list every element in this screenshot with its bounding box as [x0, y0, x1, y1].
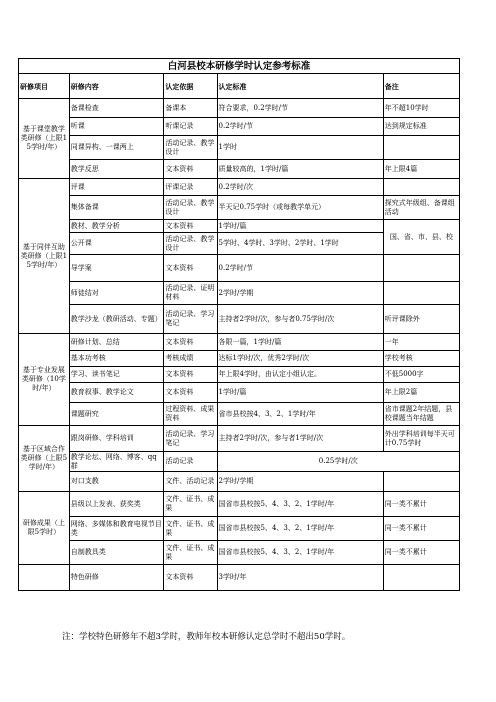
row-content: 网络、多媒体和教育电视节目类: [69, 517, 164, 541]
row-standard: 1学时: [217, 136, 383, 160]
row-content: 教材、教学分析: [69, 220, 164, 233]
row-content: 学习、读书笔记: [69, 367, 164, 383]
row-basis: 文件、证书、成果: [164, 517, 217, 541]
row-content: 听课: [69, 118, 164, 136]
row-basis: 文本资料: [164, 367, 217, 383]
footnote: 注：学校特色研修年不超3学时，教师年校本研修认定总学时不超出50学时。: [62, 632, 351, 642]
row-content: 对口支教: [69, 472, 164, 492]
row-standard: 0.2学时/次: [217, 179, 383, 196]
row-standard: 3学时/年: [217, 565, 383, 591]
category-special: [19, 565, 70, 591]
row-basis: 文本资料: [164, 565, 217, 591]
row-content: 教学反思: [69, 160, 164, 179]
row-basis: 考核成绩: [164, 351, 217, 367]
row-content: 基本功考核: [69, 351, 164, 367]
row-standard: 0.2学时/节: [217, 255, 383, 282]
row-content: 师徒结对: [69, 282, 164, 305]
row-standard: 各限一篇，1学时/篇: [217, 334, 383, 351]
row-basis: 备课本: [164, 99, 217, 118]
row-remark: 外出学科培训每半天可计0.75学时: [383, 426, 459, 452]
row-content: 备课检查: [69, 99, 164, 118]
row-content: 教育叙事、教学论文: [69, 383, 164, 403]
category-outcomes: 研修成果（上限5学时）: [19, 492, 70, 565]
category-peer: 基于同伴互助类研修（上限15学时/年）: [19, 179, 70, 334]
row-remark: [383, 282, 459, 305]
row-basis: 文件、活动记录: [164, 472, 217, 492]
row-remark: 年上限4篇: [383, 160, 459, 179]
category-classroom: 基于课堂教学类研修（上限15学时/年）: [19, 99, 70, 179]
row-basis: 活动记录、教学设计: [164, 233, 217, 255]
row-remark: [383, 565, 459, 591]
row-standard: 1学时/篇: [217, 220, 383, 233]
row-content: 导学案: [69, 255, 164, 282]
row-standard: 5学时、4学时、3学时、2学时、1学时: [217, 233, 383, 255]
row-content: 研修计划、总结: [69, 334, 164, 351]
row-content: 特色研修: [69, 565, 164, 591]
header-basis: 认定依据: [164, 74, 217, 99]
row-basis: 活动记录、学习笔记: [164, 426, 217, 452]
header-category: 研修项目: [19, 74, 70, 99]
row-remark: 探究式年级组、备课组活动: [383, 196, 459, 220]
row-remark: [383, 255, 459, 282]
row-remark: [383, 179, 459, 196]
row-content: 县级以上发表、获奖类: [69, 492, 164, 517]
row-basis: 听课记录: [164, 118, 217, 136]
row-standard: 国省市县校按5、4、3、2、1学时/年: [217, 517, 383, 541]
row-content: 跟岗研修、学科培训: [69, 426, 164, 452]
row-standard: 0.25学时/次: [217, 452, 459, 472]
row-content: 自制教具类: [69, 541, 164, 565]
row-remark: [383, 472, 459, 492]
row-basis: 文本资料: [164, 160, 217, 179]
row-standard: 符合要求，0.2学时/节: [217, 99, 383, 118]
row-remark: 同一类不累计: [383, 541, 459, 565]
row-basis: 活动记录、学习笔记: [164, 305, 217, 334]
row-remark: 年不超10学时: [383, 99, 459, 118]
row-remark: 国、省、市、县、校: [383, 220, 459, 255]
row-remark: 不低5000字: [383, 367, 459, 383]
row-standard: 达标1学时/次，优秀2学时/次: [217, 351, 383, 367]
row-basis: 活动记录、证明材料: [164, 282, 217, 305]
row-remark: 听评课除外: [383, 305, 459, 334]
row-standard: 年上限4学时，由认定小组认定。: [217, 367, 383, 383]
row-remark: 年上限2篇: [383, 383, 459, 403]
category-professional: 基于专业发展类研修（10学时/年）: [19, 334, 70, 426]
row-standard: 2学时/学期: [217, 282, 383, 305]
row-standard: 主持者2学时/次，参与者1学时/次: [217, 426, 383, 452]
row-standard: 国省市县校按5、4、3、2、1学时/年: [217, 492, 383, 517]
standards-sheet: [18, 58, 478, 591]
row-standard: 2学时/学期: [217, 472, 383, 492]
table-title: 白河县校本研修学时认定参考标准: [19, 59, 460, 74]
row-remark: 达到规定标准: [383, 118, 459, 136]
row-remark: 学校考核: [383, 351, 459, 367]
row-content: 集体备课: [69, 196, 164, 220]
row-basis: 过程资料、成果资料: [164, 403, 217, 426]
category-regional: 基于区域合作类研修（上限5学时/年）: [19, 426, 70, 492]
row-basis: 评课记录: [164, 179, 217, 196]
row-standard: 主持者2学时/次，参与者0.75学时/次: [217, 305, 383, 334]
row-basis: 文件、证书、成果: [164, 492, 217, 517]
row-standard: 0.2学时/节: [217, 118, 383, 136]
row-standard: 1学时/篇: [217, 383, 383, 403]
row-content: 同课异构、一课两上: [69, 136, 164, 160]
row-remark: 省市课题2年结题，县校课题当年结题: [383, 403, 459, 426]
row-basis: 文件、证书、成果: [164, 541, 217, 565]
row-standard: 省市县校按4、3、2、1学时/年: [217, 403, 383, 426]
row-basis: 文本资料: [164, 383, 217, 403]
row-remark: 同一类不累计: [383, 517, 459, 541]
row-content: 教学沙龙（教研活动、专题）: [69, 305, 164, 334]
row-basis: 文本资料: [164, 334, 217, 351]
standards-table: [18, 58, 460, 591]
row-basis: 活动记录: [164, 452, 217, 472]
row-standard: 质量较高的，1学时/篇: [217, 160, 383, 179]
row-standard: 国省市县校按5、4、3、2、1学时/年: [217, 541, 383, 565]
row-content: 评课: [69, 179, 164, 196]
row-basis: 活动记录、教学设计: [164, 196, 217, 220]
row-basis: 活动记录、教学设计: [164, 136, 217, 160]
row-content: 教学论坛、网络、博客、qq群: [69, 452, 164, 472]
header-remark: 备注: [383, 74, 459, 99]
header-standard: 认定标准: [217, 74, 383, 99]
row-remark: 一年: [383, 334, 459, 351]
row-standard: 半天记0.75学时（或每教学单元）: [217, 196, 383, 220]
row-basis: 文本资料: [164, 220, 217, 233]
header-content: 研修内容: [69, 74, 164, 99]
row-basis: 文本资料: [164, 255, 217, 282]
row-content: 公开课: [69, 233, 164, 255]
row-remark: 同一类不累计: [383, 492, 459, 517]
row-content: 课题研究: [69, 403, 164, 426]
row-remark: [383, 136, 459, 160]
